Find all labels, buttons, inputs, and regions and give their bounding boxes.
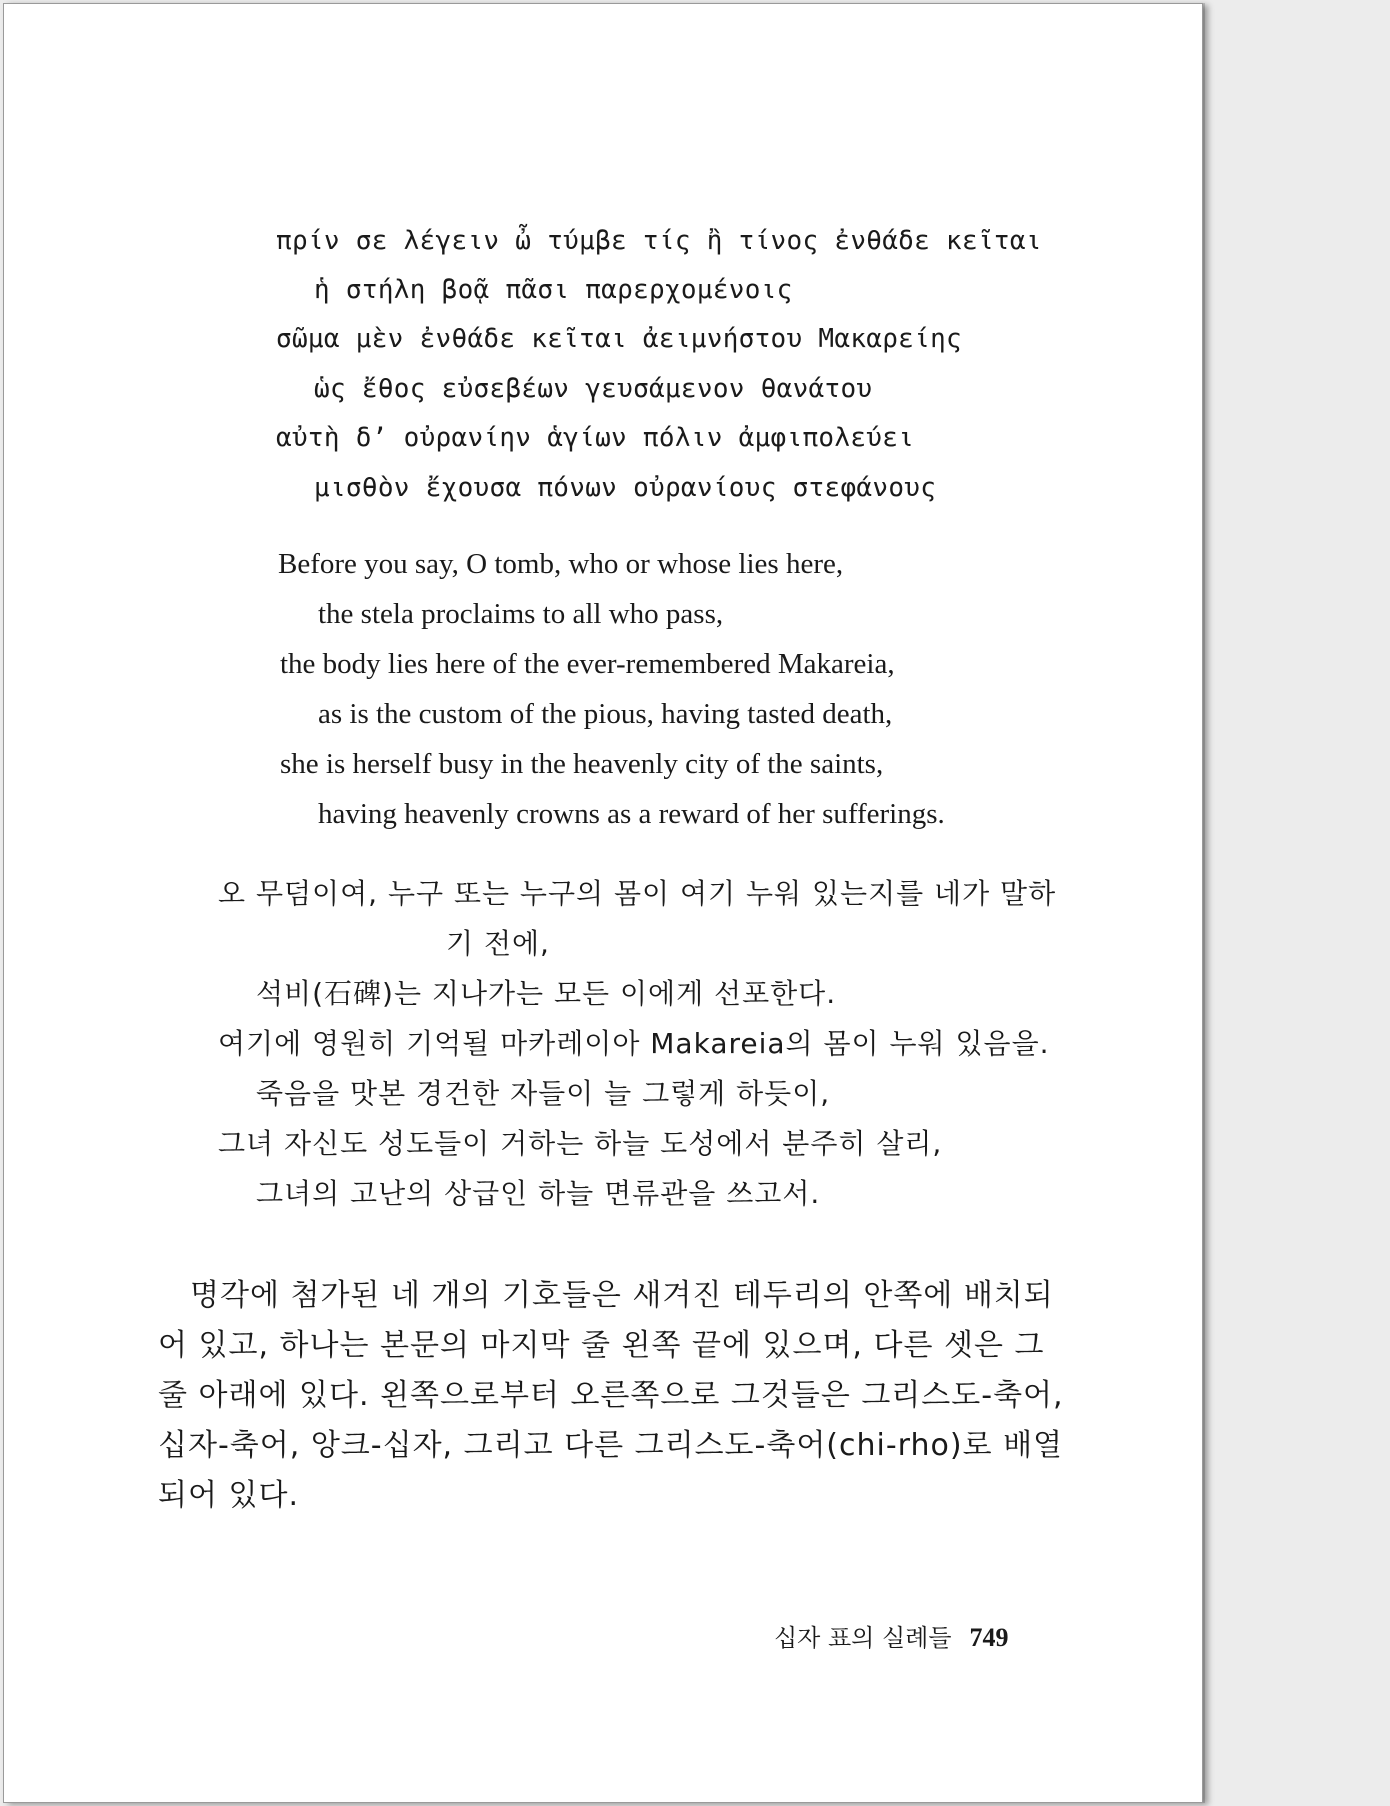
greek-line-5: αὐτὴ δ’ οὐρανίην ἁγίων πόλιν ἀμφιπολεύει <box>276 423 915 453</box>
english-line-3: the body lies here of the ever-remembered Makareia, <box>280 648 895 680</box>
greek-line-4: ὡς ἔθος εὐσεβέων γευσάμενον θανάτου <box>314 374 873 404</box>
korean-line-2: 기 전에, <box>446 927 550 960</box>
greek-line-3: σῶμα μὲν ἐνθάδε κεῖται ἀειμνήστου Μακαρείης <box>276 324 962 354</box>
korean-line-5: 죽음을 맛본 경건한 자들이 늘 그렇게 하듯이, <box>256 1077 831 1110</box>
document-page <box>3 3 1203 1803</box>
korean-line-7: 그녀의 고난의 상급인 하늘 면류관을 쓰고서. <box>256 1177 821 1210</box>
paragraph-line-5: 되어 있다. <box>158 1478 299 1513</box>
english-line-6: having heavenly crowns as a reward of her sufferings. <box>318 798 945 830</box>
korean-line-3: 석비(石碑)는 지나가는 모든 이에게 선포한다. <box>256 977 837 1010</box>
korean-line-4: 여기에 영원히 기억될 마카레이아 Makareia의 몸이 누워 있음을. <box>218 1027 1050 1060</box>
english-line-1: Before you say, O tomb, who or whose lies here, <box>278 548 844 580</box>
english-line-5: she is herself busy in the heavenly city of the saints, <box>280 748 884 780</box>
greek-line-2: ἡ στήλη βοᾷ πᾶσι παρερχομένοις <box>314 275 793 305</box>
greek-line-1: πρίν σε λέγειν ὦ τύμβε τίς ἢ τίνος ἐνθάδε κεῖται <box>276 226 1042 256</box>
greek-line-6: μισθὸν ἔχουσα πόνων οὐρανίους στεφάνους <box>314 473 937 503</box>
paragraph-line-2: 어 있고, 하나는 본문의 마지막 줄 왼쪽 끝에 있으며, 다른 셋은 그 <box>158 1328 1045 1363</box>
paragraph-line-1: 명각에 첨가된 네 개의 기호들은 새겨진 테두리의 안쪽에 배치되 <box>190 1278 1054 1313</box>
korean-line-6: 그녀 자신도 성도들이 거하는 하늘 도성에서 분주히 살리, <box>218 1127 943 1160</box>
paragraph-line-3: 줄 아래에 있다. 왼쪽으로부터 오른쪽으로 그것들은 그리스도-축어, <box>158 1378 1064 1413</box>
english-line-4: as is the custom of the pious, having tasted death, <box>318 698 893 730</box>
korean-line-1: 오 무덤이여, 누구 또는 누구의 몸이 여기 누워 있는지를 네가 말하 <box>218 877 1057 910</box>
page-number: 749 <box>969 1623 1009 1652</box>
running-title: 십자 표의 실례들 <box>774 1624 952 1652</box>
paragraph-line-4: 십자-축어, 앙크-십자, 그리고 다른 그리스도-축어(chi-rho)로 배열 <box>158 1428 1064 1463</box>
english-line-2: the stela proclaims to all who pass, <box>318 598 724 630</box>
page-footer <box>774 1618 1009 1653</box>
